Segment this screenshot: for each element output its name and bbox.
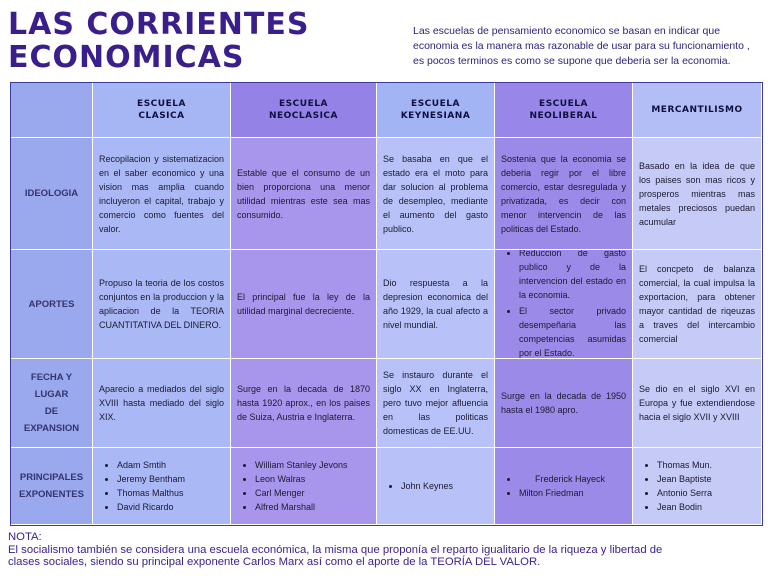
header-mercantilismo-label: MERCANTILISMO — [651, 105, 743, 115]
cell-fecha-neoclasica — [231, 359, 377, 448]
list-item: • John Keynes — [401, 479, 453, 493]
row-label-ideologia — [11, 138, 93, 250]
list-item: • Carl Menger — [255, 486, 348, 500]
cell-text: Aparecio a mediados del siglo XVIII hasta mediado del siglo XIX. — [99, 384, 224, 422]
exponentes-neoliberal-list — [501, 472, 605, 500]
cell-ideologia-clasica — [93, 138, 231, 250]
cell-ideologia-neoclasica — [231, 138, 377, 250]
cell-exponentes-mercantilismo — [633, 448, 762, 525]
cell-text: El principal fue la ley de la utilidad marginal decreciente. — [237, 292, 370, 316]
list-item: • Jeremy Bentham — [117, 472, 185, 486]
cell-fecha-clasica — [93, 359, 231, 448]
intro-paragraph: Las escuelas de pensamiento economico se basan en indicar que economia es la manera mas razonable de usar para su funcionamiento , es pocos terminos es como se supone que deberia ser la economia. — [413, 25, 750, 67]
list-item: • David Ricardo — [117, 500, 185, 514]
cell-text: El concpeto de balanza comercial, la cual impulsa la exportacion, para obtener mayor cantidad de riqeuzas a traves del intercambio comercial — [639, 264, 755, 344]
header-clasica — [93, 83, 231, 138]
cell-fecha-mercantilismo — [633, 359, 762, 448]
page-title — [8, 8, 309, 74]
list-item: • Leon Walras — [255, 472, 348, 486]
cell-text: Propuso la teoria de los costos conjuntos en la produccion y la aplicacion de la TEORIA CUANTITATIVA DEL DINERO. — [99, 278, 224, 330]
title-line-2: ECONOMICAS — [8, 40, 245, 75]
list-item: • El sector privado desempeñaria las competencias asumidas por el Estado. — [519, 304, 626, 359]
list-item: • Jean Bodin — [657, 500, 712, 514]
list-item: • Milton Friedman — [519, 486, 605, 500]
row-label-exponentes-text: PRINCIPALES EXPONENTES — [19, 472, 84, 500]
row-label-fecha — [11, 359, 93, 448]
cell-aportes-mercantilismo — [633, 250, 762, 359]
list-item: • William Stanley Jevons — [255, 458, 348, 472]
list-item: • Alfred Marshall — [255, 500, 348, 514]
list-item: • Jean Baptiste — [657, 472, 712, 486]
cell-exponentes-keynesiana — [377, 448, 495, 525]
cell-fecha-keynesiana — [377, 359, 495, 448]
cell-text: Recopilacion y sistematizacion en el saber economico y una vision mas amplia cuando incluyeron el capital, trabajo y comercio como fuentes del valor. — [99, 153, 224, 234]
comparison-table — [10, 82, 763, 526]
row-label-aportes — [11, 250, 93, 359]
list-item: • Adam Smtih — [117, 458, 185, 472]
footnote-label: NOTA: — [8, 531, 42, 543]
aportes-neoliberal-list — [501, 250, 626, 359]
exponentes-mercantilismo-list — [639, 458, 712, 514]
exponentes-keynesiana-list — [383, 479, 453, 493]
header-neoliberal — [495, 83, 633, 138]
cell-exponentes-clasica — [93, 448, 231, 525]
cell-exponentes-neoclasica — [231, 448, 377, 525]
header-neoliberal-label: ESCUELA NEOLIBERAL — [529, 99, 598, 121]
list-item: • Thomas Malthus — [117, 486, 185, 500]
cell-aportes-neoclasica — [231, 250, 377, 359]
header-keynesiana — [377, 83, 495, 138]
header-keynesiana-label: ESCUELA KEYNESIANA — [400, 99, 471, 121]
cell-text: Se basaba en que el estado era el moto para dar solucion al problema de desempleo, mediante el aumento del gasto publico. — [383, 153, 488, 234]
header-clasica-label: ESCUELA CLASICA — [137, 99, 186, 121]
list-item: • Reduccion de gasto publico y de la intervencion del estado en la economia. — [519, 250, 626, 302]
row-label-ideologia-text: IDEOLOGIA — [24, 188, 79, 199]
header-mercantilismo — [633, 83, 762, 138]
cell-text: Surge en la decada de 1870 hasta 1920 aprox., en los paises de Suiza, Austria e Inglaterra. — [237, 384, 370, 422]
exponentes-clasica-list — [99, 458, 185, 514]
header-neoclasica — [231, 83, 377, 138]
cell-exponentes-neoliberal — [495, 448, 633, 525]
cell-ideologia-neoliberal — [495, 138, 633, 250]
row-label-exponentes — [11, 448, 93, 525]
cell-text: Se dio en el siglo XVI en Europa y fue extendiendose hacia el siglo XVII y XVIII — [639, 384, 755, 422]
cell-aportes-clasica — [93, 250, 231, 359]
header-corner — [11, 83, 93, 138]
cell-fecha-neoliberal — [495, 359, 633, 448]
list-item: • Frederick Hayeck — [519, 472, 605, 486]
cell-text: Sostenia que la economia se deberia regir por el libre comercio, estar desregulada y privatizada, es decir con menor intervencin de las politicas del Estado. — [501, 153, 626, 234]
cell-aportes-neoliberal — [495, 250, 633, 359]
footnote-line-2: clases sociales, siendo su principal exponente Carlos Marx así como el aporte de la TEORÍA DEL VALOR. — [8, 556, 541, 568]
cell-text: Basado en la idea de que los paises son mas ricos y prosperos mientras mas metales preciosos puedan acumular — [639, 160, 755, 227]
footnote — [8, 531, 764, 569]
title-line-1: LAS CORRIENTES — [8, 7, 310, 42]
row-label-fecha-text: FECHA Y LUGAR DE EXPANSION — [23, 372, 80, 434]
cell-text: Dio respuesta a la depresion economica del año 1929, la cual afecto a nivel mundial. — [383, 278, 488, 330]
header-neoclasica-label: ESCUELA NEOCLASICA — [268, 99, 339, 121]
cell-text: Estable que el consumo de un bien proporciona una menor utilidad mientras este sea mas consumido. — [237, 167, 370, 220]
cell-text: Surge en la decada de 1950 hasta el 1980 apro. — [501, 391, 626, 415]
cell-aportes-keynesiana — [377, 250, 495, 359]
row-label-aportes-text: APORTES — [28, 298, 75, 310]
list-item: • Antonio Serra — [657, 486, 712, 500]
cell-ideologia-mercantilismo — [633, 138, 762, 250]
cell-text: Se instauro durante el siglo XX en Inglaterra, pero tuvo mejor afluencia en las politicas domesticas de EE.UU. — [383, 370, 488, 436]
footnote-line-1: El socialismo también se considera una escuela económica, la misma que proponía el reparto igualitario de la riqueza y libertad de — [8, 543, 663, 556]
cell-ideologia-keynesiana — [377, 138, 495, 250]
list-item: • Thomas Mun. — [657, 458, 712, 472]
exponentes-neoclasica-list — [237, 458, 348, 514]
